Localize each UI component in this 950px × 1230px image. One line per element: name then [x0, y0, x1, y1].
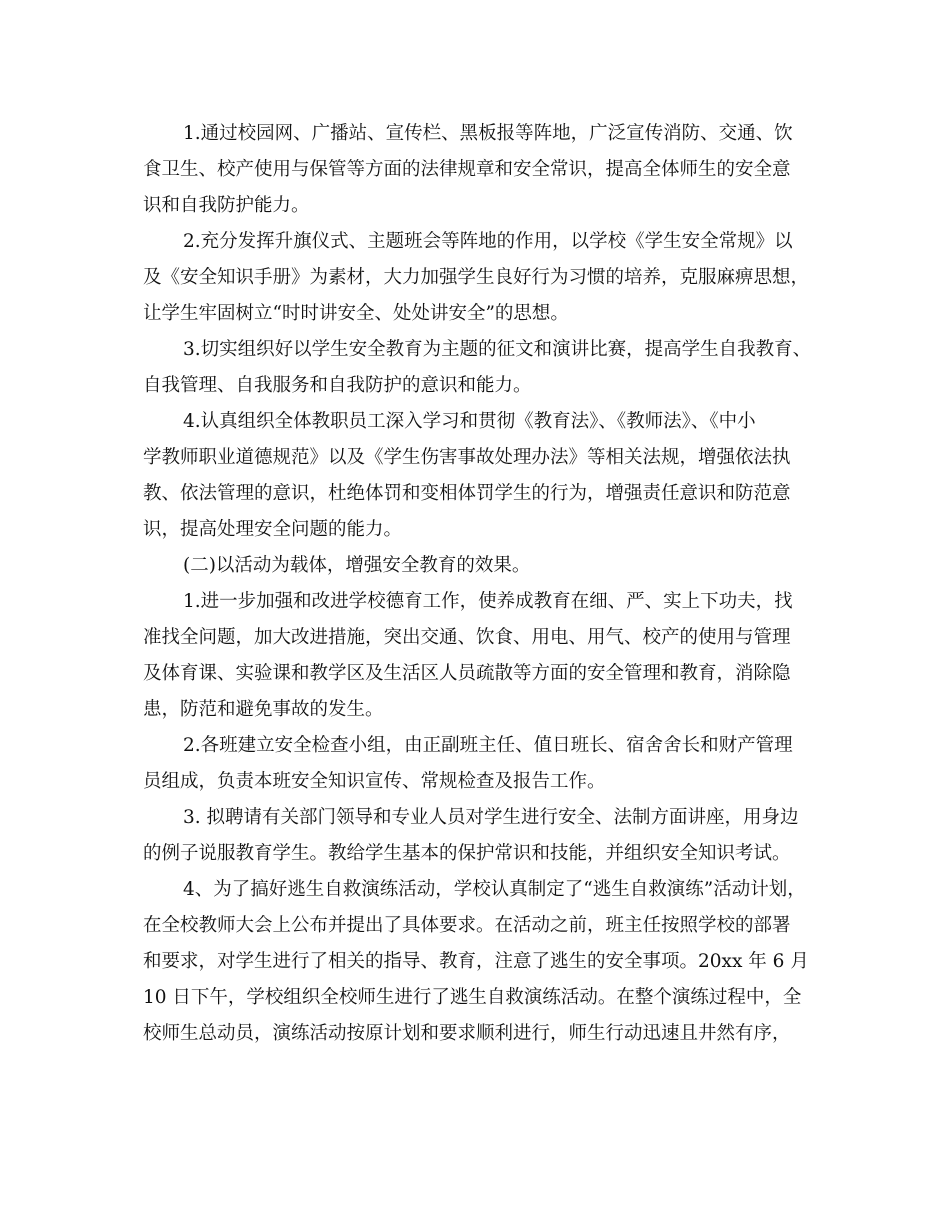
document-body: [143, 116, 812, 1052]
paragraph-2-line-1: 2.充分发挥升旗仪式、主题班会等阵地的作用，以学校《学生安全常规》以: [183, 231, 793, 252]
paragraph-6-line-3: 及体育课、实验课和教学区及生活区人员疏散等方面的安全管理和教育，消除隐: [143, 663, 791, 684]
paragraph-2-line-3: 让学生牢固树立“时时讲安全、处处讲安全”的思想。: [143, 303, 569, 324]
paragraph-9-line-4: 10 日下午，学校组织全校师生进行了逃生自救演练活动。在整个演练过程中，全: [143, 987, 802, 1008]
paragraph-7-line-1: 2.各班建立安全检查小组，由正副班主任、值日班长、宿舍舍长和财产管理: [183, 735, 793, 756]
section-heading-2: (二)以活动为载体，增强安全教育的效果。: [183, 555, 531, 576]
paragraph-3-line-1: 3.切实组织好以学生安全教育为主题的征文和演讲比赛，提高学生自我教育、: [183, 339, 812, 360]
paragraph-4-line-1: 4.认真组织全体教职员工深入学习和贯彻《教育法》、《教师法》、《中小: [183, 411, 756, 432]
paragraph-9-line-2: 在全校教师大会上公布并提出了具体要求。在活动之前，班主任按照学校的部署: [143, 915, 791, 936]
paragraph-9-line-3: 和要求，对学生进行了相关的指导、教育，注意了逃生的安全事项。20xx 年 6 月: [143, 951, 809, 972]
paragraph-1-line-3: 识和自我防护能力。: [143, 195, 310, 216]
paragraph-9-line-5: 校师生总动员，演练活动按原计划和要求顺利进行，师生行动迅速且井然有序，: [143, 1023, 791, 1044]
paragraph-4-line-2: 学教师职业道德规范》以及《学生伤害事故处理办法》等相关法规，增强依法执: [143, 447, 791, 468]
paragraph-1-line-2: 食卫生、校产使用与保管等方面的法律规章和安全常识，提高全体师生的安全意: [143, 159, 791, 180]
paragraph-3-line-2: 自我管理、自我服务和自我防护的意识和能力。: [143, 375, 532, 396]
paragraph-8-line-1: 3. 拟聘请有关部门领导和专业人员对学生进行安全、法制方面讲座，用身边: [183, 807, 799, 828]
paragraph-4-line-3: 教、依法管理的意识，杜绝体罚和变相体罚学生的行为，增强责任意识和防范意: [143, 483, 791, 504]
paragraph-6-line-1: 1.进一步加强和改进学校德育工作，使养成教育在细、严、实上下功夫，找: [183, 591, 793, 612]
paragraph-9-line-1: 4、为了搞好逃生自救演练活动，学校认真制定了“逃生自救演练”活动计划，: [183, 879, 806, 900]
paragraph-7-line-2: 员组成，负责本班安全知识宣传、常规检查及报告工作。: [143, 771, 606, 792]
paragraph-1-line-1: 1.通过校园网、广播站、宣传栏、黑板报等阵地，广泛宣传消防、交通、饮: [183, 123, 793, 144]
paragraph-6-line-4: 患，防范和避免事故的发生。: [143, 699, 384, 720]
paragraph-2-line-2: 及《安全知识手册》为素材，大力加强学生良好行为习惯的培养，克服麻痹思想，: [143, 267, 810, 288]
paragraph-6-line-2: 准找全问题，加大改进措施，突出交通、饮食、用电、用气、校产的使用与管理: [143, 627, 791, 648]
paragraph-8-line-2: 的例子说服教育学生。教给学生基本的保护常识和技能，并组织安全知识考试。: [143, 843, 791, 864]
paragraph-4-line-4: 识，提高处理安全问题的能力。: [143, 519, 403, 540]
